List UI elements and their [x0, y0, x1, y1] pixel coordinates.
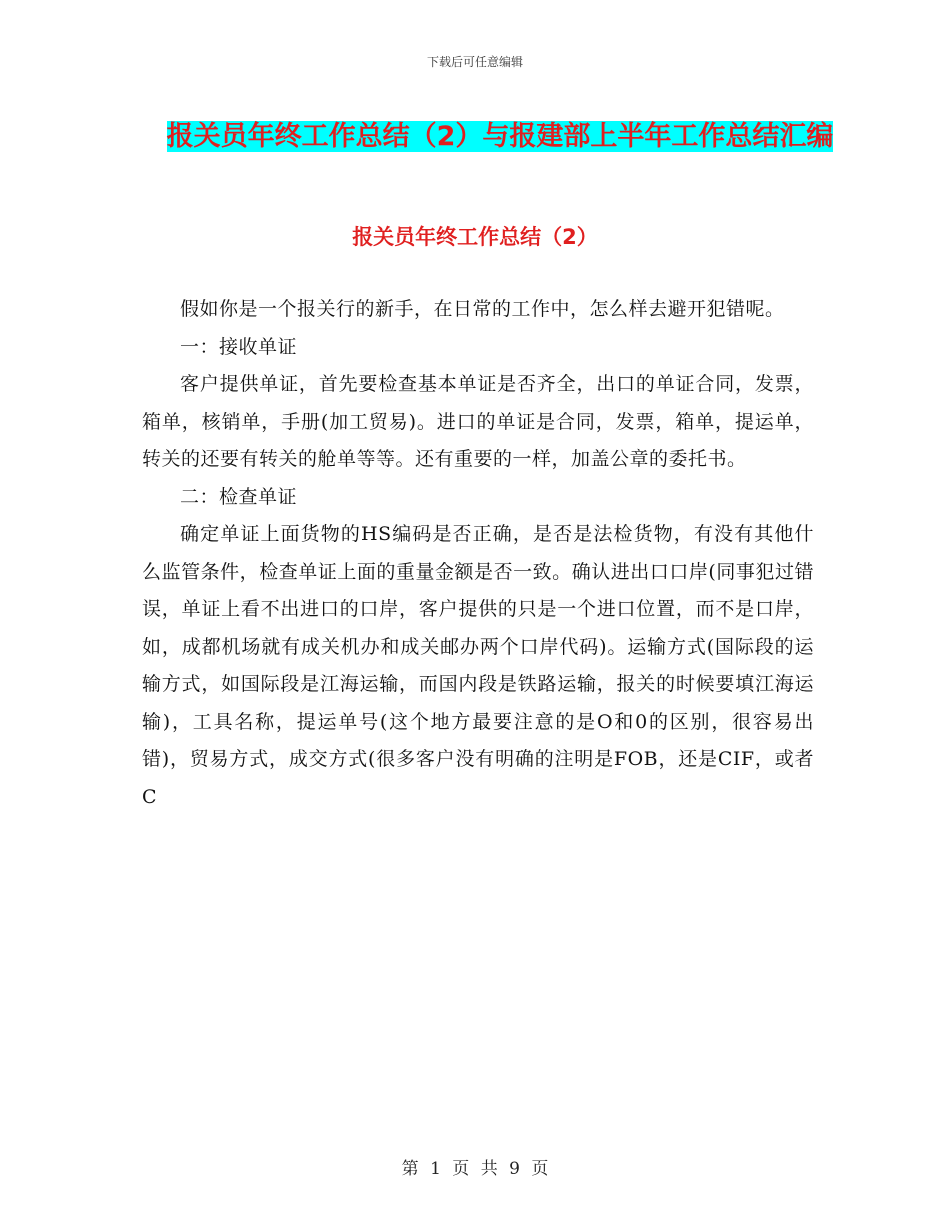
heading-receive-documents: 一：接收单证	[180, 335, 298, 358]
section-title: 报关员年终工作总结（2）	[352, 225, 598, 249]
body-text	[142, 291, 814, 816]
document-title-text: 报关员年终工作总结（2）与报建部上半年工作总结汇编	[166, 121, 834, 152]
page-number-footer: 第 1 页 共 9 页	[401, 1159, 549, 1179]
document-title	[150, 110, 850, 164]
paragraph-check-documents: 确定单证上面货物的HS编码是否正确，是否是法检货物，有没有其他什么监管条件，检查单证上面的重量金额是否一致。确认进出口口岸(同事犯过错误，单证上看不出进口的口岸，客户提供的只是一个进口位置，而不是口岸，如，成都机场就有成关机办和成关邮办两个口岸代码)。运输方式(国际段的运输方式，如国际段是江海运输，而国内段是铁路运输，报关的时候要填江海运输)，工具名称，提运单号(这个地方最要注意的是O和0的区别，很容易出错)，贸易方式，成交方式(很多客户没有明确的注明是FOB，还是CIF，或者C	[142, 523, 814, 808]
heading-check-documents: 二：检查单证	[180, 485, 298, 508]
paragraph-receive-documents: 客户提供单证，首先要检查基本单证是否齐全，出口的单证合同，发票，箱单，核销单，手册(加工贸易)。进口的单证是合同，发票，箱单，提运单，转关的还要有转关的舱单等等。还有重要的一样，加盖公章的委托书。	[142, 373, 814, 470]
paragraph-intro: 假如你是一个报关行的新手，在日常的工作中，怎么样去避开犯错呢。	[180, 298, 785, 320]
page-header-note: 下载后可任意编辑	[426, 55, 523, 69]
